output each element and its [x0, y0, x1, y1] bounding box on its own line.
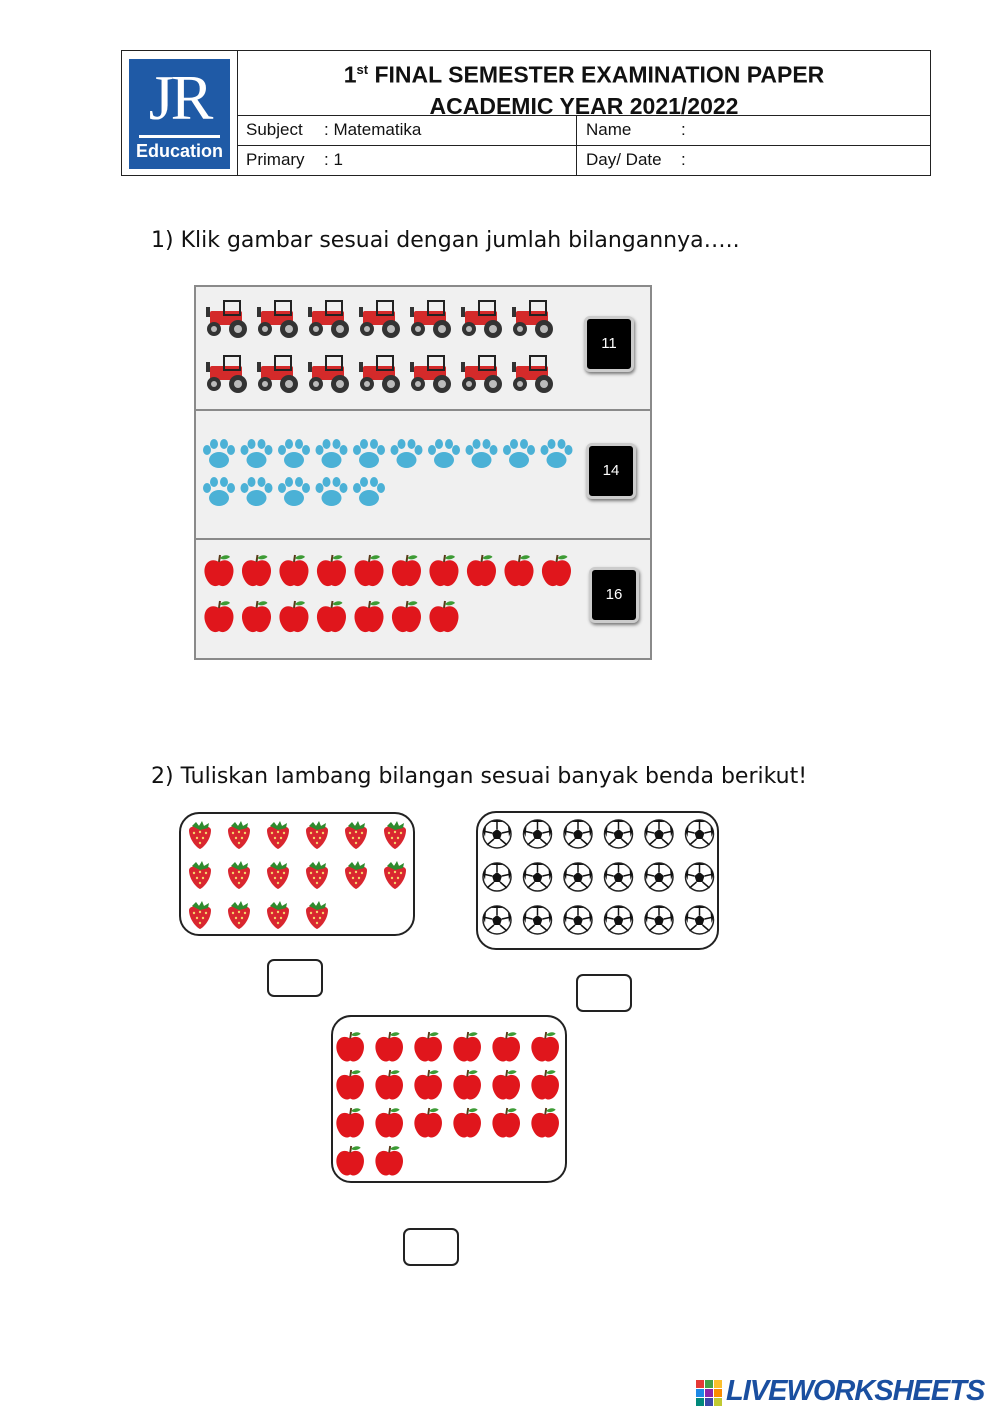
soccer-ball-icon — [605, 820, 633, 848]
answer-input-apples[interactable] — [403, 1228, 459, 1266]
apple-icon — [317, 601, 346, 632]
apple-icon — [453, 1108, 481, 1138]
apple-icon — [414, 1108, 442, 1138]
soccer-ball-icon — [605, 863, 633, 891]
strawberry-icon — [267, 901, 289, 929]
apple-icon — [354, 555, 383, 586]
soccer-ball-icon — [524, 820, 552, 848]
strawberry-icon — [345, 861, 367, 889]
soccer-ball-icon — [564, 820, 592, 848]
apple-group-box — [331, 1015, 567, 1183]
header-row-1 — [238, 116, 930, 146]
title-line-2: ACADEMIC YEAR 2021/2022 — [429, 92, 739, 119]
strawberry-icon-group — [181, 814, 413, 934]
paw-icon — [241, 439, 273, 468]
name-value: : — [681, 120, 686, 139]
apple-icon — [375, 1146, 403, 1176]
tractor-icon — [512, 301, 553, 338]
tractor-icon — [206, 301, 247, 338]
answer-input-soccer-balls[interactable] — [576, 974, 632, 1012]
tractor-icon — [410, 301, 451, 338]
apple-icon — [336, 1032, 364, 1062]
strawberry-icon — [345, 821, 367, 849]
soccer-ball-icon — [645, 906, 673, 934]
soccer-ball-icon — [645, 863, 673, 891]
strawberry-icon — [306, 861, 328, 889]
subject-value: : Matematika — [324, 120, 422, 139]
soccer-ball-icon — [686, 820, 714, 848]
soccer-ball-icon — [605, 906, 633, 934]
question-1-panel — [194, 285, 652, 660]
jr-education-logo — [129, 59, 230, 169]
apple-icon — [453, 1032, 481, 1062]
header-row-2 — [238, 146, 930, 176]
logo-divider — [139, 135, 220, 138]
tractor-icon — [308, 356, 349, 393]
apple-icon — [336, 1146, 364, 1176]
soccer-ball-icon — [564, 863, 592, 891]
tractor-icon — [512, 356, 553, 393]
apple-icon — [492, 1070, 520, 1100]
date-cell[interactable] — [577, 146, 930, 175]
strawberry-icon — [228, 861, 250, 889]
apple-icon — [242, 601, 271, 632]
apple-icon — [531, 1070, 559, 1100]
apple-icon — [279, 555, 308, 586]
paw-icon — [353, 477, 385, 506]
strawberry-icon — [384, 861, 406, 889]
apple-icon — [375, 1070, 403, 1100]
primary-cell — [238, 146, 577, 175]
exam-title — [238, 51, 930, 119]
paw-icon — [203, 439, 235, 468]
apple-icon — [392, 601, 421, 632]
strawberry-icon — [267, 821, 289, 849]
exam-header — [121, 50, 931, 176]
apple-icon — [354, 601, 383, 632]
primary-value: : 1 — [324, 150, 343, 169]
date-value: : — [681, 150, 686, 169]
liveworksheets-brand: LIVEWORKSHEETS — [726, 1375, 985, 1407]
logo-cell — [122, 51, 238, 175]
paw-icon — [316, 439, 348, 468]
apple-icon-group-2 — [333, 1017, 565, 1181]
paw-icon-group — [196, 416, 580, 536]
soccer-ball-icon — [645, 820, 673, 848]
name-label: Name — [586, 120, 632, 139]
q1-row-apples — [196, 539, 650, 658]
apple-icon — [375, 1032, 403, 1062]
paw-icon — [241, 477, 273, 506]
strawberry-icon — [189, 821, 211, 849]
soccer-ball-icon-group — [478, 813, 717, 948]
soccer-ball-icon — [686, 906, 714, 934]
apple-icon — [336, 1108, 364, 1138]
date-label: Day/ Date — [586, 150, 662, 169]
q1-row-tractors — [196, 287, 650, 411]
paw-icon — [353, 439, 385, 468]
apple-icon — [375, 1108, 403, 1138]
apple-icon — [204, 601, 233, 632]
apple-icon — [414, 1070, 442, 1100]
q1-row-paws — [196, 416, 650, 540]
apple-icon — [429, 555, 458, 586]
question-2-text: 2) Tuliskan lambang bilangan sesuai banyak benda berikut! — [151, 764, 808, 789]
paw-icon — [541, 439, 573, 468]
answer-option-16[interactable]: 16 — [589, 567, 639, 623]
paw-icon — [203, 477, 235, 506]
apple-icon — [531, 1032, 559, 1062]
strawberry-icon — [189, 861, 211, 889]
apple-icon-group — [196, 539, 580, 658]
apple-icon — [542, 555, 571, 586]
apple-icon — [414, 1032, 442, 1062]
tractor-icon — [461, 356, 502, 393]
paw-icon — [316, 477, 348, 506]
tractor-icon — [359, 301, 400, 338]
soccer-ball-icon — [483, 863, 511, 891]
subject-label: Subject — [246, 120, 303, 139]
tractor-icon-group — [196, 287, 576, 411]
name-cell[interactable] — [577, 116, 930, 145]
apple-icon — [336, 1070, 364, 1100]
soccer-ball-group-box — [476, 811, 719, 950]
apple-icon — [453, 1070, 481, 1100]
tractor-icon — [461, 301, 502, 338]
apple-icon — [392, 555, 421, 586]
tractor-icon — [206, 356, 247, 393]
apple-icon — [429, 601, 458, 632]
paw-icon — [391, 439, 423, 468]
subject-cell — [238, 116, 577, 145]
tractor-icon — [308, 301, 349, 338]
strawberry-icon — [306, 901, 328, 929]
apple-icon — [279, 601, 308, 632]
strawberry-icon — [228, 821, 250, 849]
soccer-ball-icon — [524, 863, 552, 891]
question-1-text: 1) Klik gambar sesuai dengan jumlah bilangannya….. — [151, 228, 740, 253]
primary-label: Primary — [246, 150, 305, 169]
apple-icon — [317, 555, 346, 586]
strawberry-icon — [306, 821, 328, 849]
answer-option-14[interactable]: 14 — [586, 443, 636, 499]
liveworksheets-logo-icon — [696, 1380, 722, 1406]
apple-icon — [504, 555, 533, 586]
strawberry-icon — [189, 901, 211, 929]
soccer-ball-icon — [524, 906, 552, 934]
paw-icon — [278, 439, 310, 468]
soccer-ball-icon — [483, 906, 511, 934]
strawberry-icon — [228, 901, 250, 929]
soccer-ball-icon — [483, 820, 511, 848]
answer-option-11[interactable]: 11 — [584, 316, 634, 372]
strawberry-icon — [267, 861, 289, 889]
apple-icon — [492, 1108, 520, 1138]
title-line-1: 1st FINAL SEMESTER EXAMINATION PAPER — [343, 61, 825, 88]
apple-icon — [467, 555, 496, 586]
apple-icon — [531, 1108, 559, 1138]
tractor-icon — [410, 356, 451, 393]
apple-icon — [242, 555, 271, 586]
logo-education-text: Education — [135, 141, 223, 161]
tractor-icon — [257, 356, 298, 393]
apple-icon — [492, 1032, 520, 1062]
tractor-icon — [359, 356, 400, 393]
strawberry-icon — [384, 821, 406, 849]
answer-input-strawberries[interactable] — [267, 959, 323, 997]
strawberry-group-box — [179, 812, 415, 936]
soccer-ball-icon — [564, 906, 592, 934]
paw-icon — [466, 439, 498, 468]
apple-icon — [204, 555, 233, 586]
soccer-ball-icon — [686, 863, 714, 891]
tractor-icon — [257, 301, 298, 338]
paw-icon — [278, 477, 310, 506]
logo-jr-text: JR — [148, 62, 211, 133]
paw-icon — [503, 439, 535, 468]
paw-icon — [428, 439, 460, 468]
